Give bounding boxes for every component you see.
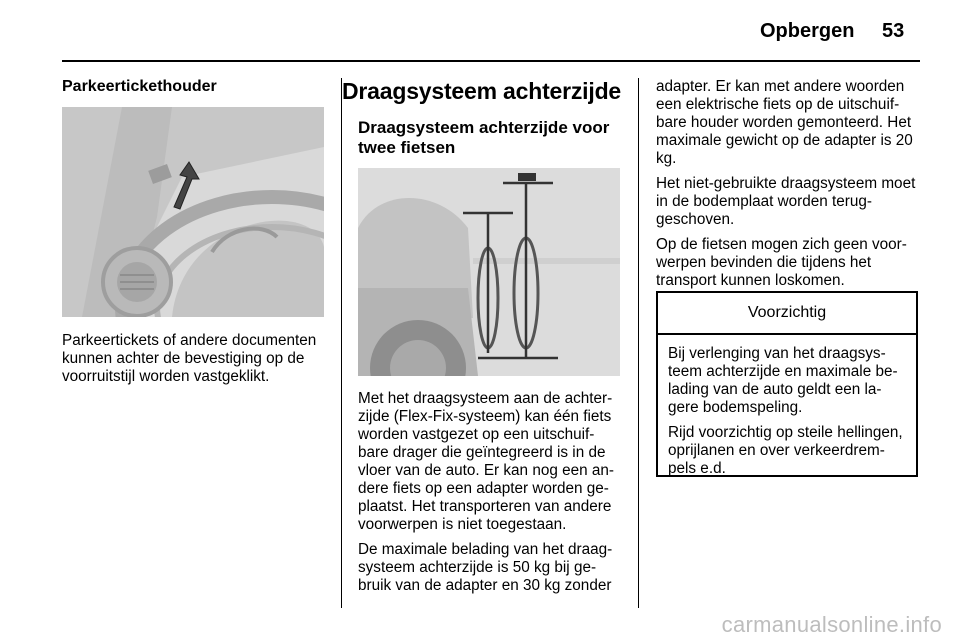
parking-ticket-description	[62, 332, 328, 393]
caution-paragraph-1: Bij verlenging van het draagsys-teem achterzijde en maximale be-lading van de auto geldt een la-gere bodemspeling.	[668, 345, 898, 416]
continued-paragraph-3: Op de fietsen mogen zich geen voor-werpen bevinden die tijdens het transport kunnen loskomen.	[656, 236, 907, 289]
running-header-title: Opbergen	[760, 20, 855, 42]
continued-paragraph-1: adapter. Er kan met andere woorden een elektrische fiets op de uitschuif-bare houder worden gemonteerd. Het maximale gewicht op de adapter is 20 kg.	[656, 78, 913, 167]
carrier-paragraph-2: De maximale belading van het draag-systeem achterzijde is 50 kg bij ge-bruik van de adapter en 30 kg zonder	[358, 541, 613, 594]
section-heading-parking-ticket: Parkeertickethouder	[62, 78, 217, 95]
section-heading-rear-carrier: Draagsysteem achterzijde	[342, 78, 622, 104]
parking-ticket-paragraph: Parkeertickets of andere documenten kunnen achter de bevestiging op de voorruitstijl worden vastgeklikt.	[62, 332, 317, 385]
carrier-paragraph-1: Met het draagsysteem aan de achter-zijde (Flex-Fix-systeem) kan één fiets worden vastgezet op een uitschuif-bare drager die geïntegreerd is in de vloer van de auto. Er kan nog een an-dere fiets op een adapter worden ge-plaatst. Het transporteren van andere voorwerpen is niet toegestaan.	[358, 390, 614, 533]
carrier-description	[358, 390, 624, 602]
column-divider-right	[638, 78, 639, 608]
caution-paragraph-2: Rijd voorzichtig op steile hellingen, oprijlanen en over verkeerdrem-pels e.d.	[668, 424, 903, 477]
page-number: 53	[882, 20, 905, 42]
column-divider-left	[341, 78, 342, 608]
ticket-holder-illustration	[62, 107, 324, 317]
bike-carrier-illustration	[358, 168, 620, 376]
windshield-pillar-figure	[62, 107, 324, 317]
carrier-continued-text	[656, 78, 922, 297]
caution-box	[656, 291, 918, 477]
bike-carrier-figure	[358, 168, 620, 376]
caution-title: Voorzichtig	[658, 293, 916, 335]
watermark: carmanualsonline.info	[721, 612, 942, 637]
subheading-two-bikes: Draagsysteem achterzijde voor twee fietsen	[358, 118, 610, 157]
caution-body	[658, 335, 916, 478]
continued-paragraph-2: Het niet-gebruikte draagsysteem moet in de bodemplaat worden terug-geschoven.	[656, 175, 916, 228]
header-rule	[62, 60, 920, 62]
